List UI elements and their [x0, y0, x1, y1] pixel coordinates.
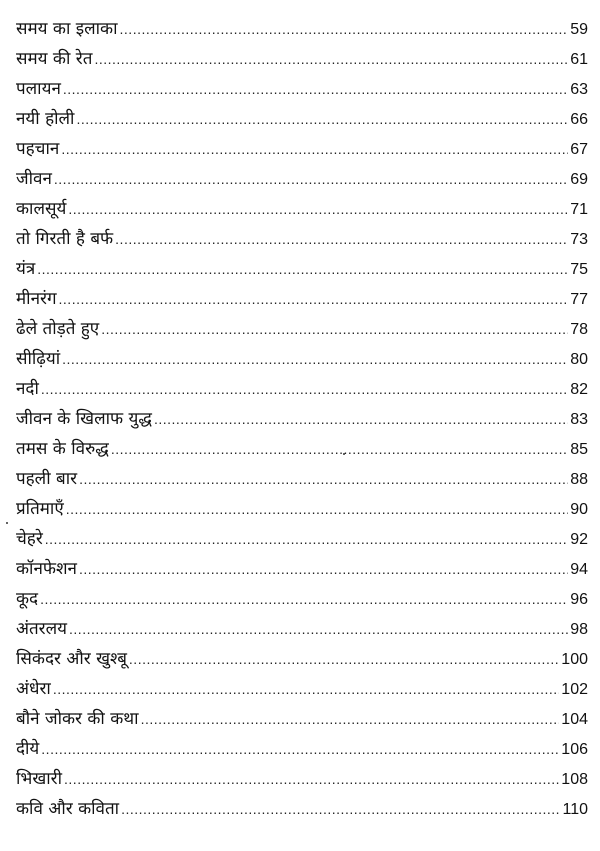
dot-leader: [69, 614, 568, 644]
entry-title: कूद: [16, 589, 39, 609]
dot-leader: [40, 584, 568, 614]
dot-leader: [61, 134, 568, 164]
scan-speck: [6, 522, 8, 524]
entry-title: चेहरे: [16, 529, 43, 549]
entry-title: नयी होली: [16, 109, 75, 129]
entry-title: पहचान: [16, 139, 60, 159]
entry-title: बौने जोकर की कथा: [16, 709, 139, 729]
toc-entry[interactable]: [16, 374, 588, 404]
toc-entry[interactable]: [16, 344, 588, 374]
dot-leader: [79, 554, 568, 584]
dot-leader: [120, 14, 569, 44]
dot-leader: [111, 434, 568, 464]
toc-entry[interactable]: [16, 74, 588, 104]
entry-title: कवि और कविता: [16, 799, 120, 819]
dot-leader: [53, 674, 559, 704]
page-number: 63: [570, 81, 588, 98]
page-number: 94: [570, 561, 588, 578]
toc-entry[interactable]: [16, 194, 588, 224]
dot-leader: [68, 194, 568, 224]
dot-leader: [129, 644, 559, 674]
entry-title: नदी: [16, 379, 39, 399]
entry-title: सिकंदर और खुश्बू: [16, 649, 127, 669]
toc-entry[interactable]: [16, 644, 588, 674]
entry-title: तमस के विरुद्ध: [16, 439, 109, 459]
page-number: 77: [570, 291, 588, 308]
entry-title: ढेले तोड़ते हुए: [16, 319, 100, 339]
scan-speck: [343, 453, 345, 455]
toc-entry[interactable]: [16, 734, 588, 764]
toc-entry[interactable]: [16, 404, 588, 434]
toc-entry[interactable]: [16, 764, 588, 794]
toc-entry[interactable]: [16, 314, 588, 344]
page-number: 104: [561, 711, 588, 728]
page-number: 69: [570, 171, 588, 188]
toc-entry[interactable]: [16, 44, 588, 74]
toc-entry[interactable]: [16, 134, 588, 164]
entry-title: समय की रेत: [16, 49, 93, 69]
dot-leader: [59, 284, 569, 314]
entry-title: पहली बार: [16, 469, 78, 489]
page-number: 106: [561, 741, 588, 758]
entry-title: यंत्र: [16, 259, 36, 279]
toc-entry[interactable]: [16, 224, 588, 254]
page-number: 71: [570, 201, 588, 218]
page-number: 83: [570, 411, 588, 428]
page-number: 102: [561, 681, 588, 698]
toc-entry[interactable]: [16, 14, 588, 44]
toc-entry[interactable]: [16, 554, 588, 584]
dot-leader: [94, 44, 568, 74]
toc-entry[interactable]: [16, 614, 588, 644]
page-number: 82: [570, 381, 588, 398]
entry-title: मीनरंग: [16, 289, 57, 309]
entry-title: कॉनफेशन: [16, 559, 77, 579]
entry-title: जीवन के खिलाफ युद्ध: [16, 409, 152, 429]
page-number: 100: [561, 651, 588, 668]
toc-entry[interactable]: [16, 104, 588, 134]
entry-title: अंतरलय: [16, 619, 68, 639]
dot-leader: [37, 254, 568, 284]
page-number: 108: [561, 771, 588, 788]
toc-entry[interactable]: [16, 434, 588, 464]
entry-title: तो गिरती है बर्फ: [16, 229, 114, 249]
toc-entry[interactable]: [16, 674, 588, 704]
dot-leader: [54, 164, 568, 194]
dot-leader: [76, 104, 568, 134]
toc-entry[interactable]: [16, 494, 588, 524]
page-number: 96: [570, 591, 588, 608]
dot-leader: [41, 374, 568, 404]
dot-leader: [62, 344, 568, 374]
toc-entry[interactable]: [16, 794, 588, 824]
page-number: 85: [570, 441, 588, 458]
dot-leader: [41, 734, 559, 764]
dot-leader: [101, 314, 568, 344]
dot-leader: [115, 224, 568, 254]
toc-entry[interactable]: [16, 584, 588, 614]
page-number: 90: [570, 501, 588, 518]
toc-entry[interactable]: [16, 284, 588, 314]
page-number: 88: [570, 471, 588, 488]
dot-leader: [45, 524, 568, 554]
page-number: 75: [570, 261, 588, 278]
entry-title: दीये: [16, 739, 40, 759]
page-number: 73: [570, 231, 588, 248]
page-number: 80: [570, 351, 588, 368]
entry-title: भिखारी: [16, 769, 63, 789]
dot-leader: [154, 404, 568, 434]
entry-title: अंधेरा: [16, 679, 51, 699]
page-number: 61: [570, 51, 588, 68]
dot-leader: [64, 764, 559, 794]
toc-entry[interactable]: [16, 704, 588, 734]
dot-leader: [66, 494, 568, 524]
dot-leader: [79, 464, 568, 494]
table-of-contents: [16, 14, 588, 824]
page-number: 67: [570, 141, 588, 158]
entry-title: पलायन: [16, 79, 61, 99]
page-number: 59: [570, 21, 588, 38]
toc-entry[interactable]: [16, 464, 588, 494]
page-number: 92: [570, 531, 588, 548]
page-number: 110: [562, 801, 588, 818]
entry-title: जीवन: [16, 169, 52, 189]
dot-leader: [121, 794, 560, 824]
entry-title: कालसूर्य: [16, 199, 67, 219]
page-number: 66: [570, 111, 588, 128]
toc-entry[interactable]: [16, 254, 588, 284]
page-number: 78: [570, 321, 588, 338]
toc-entry[interactable]: [16, 524, 588, 554]
dot-leader: [63, 74, 568, 104]
entry-title: समय का इलाका: [16, 19, 118, 39]
page-number: 98: [570, 621, 588, 638]
entry-title: सीढ़ियां: [16, 349, 61, 369]
dot-leader: [141, 704, 560, 734]
toc-entry[interactable]: [16, 164, 588, 194]
entry-title: प्रतिमाएँ: [16, 499, 64, 519]
